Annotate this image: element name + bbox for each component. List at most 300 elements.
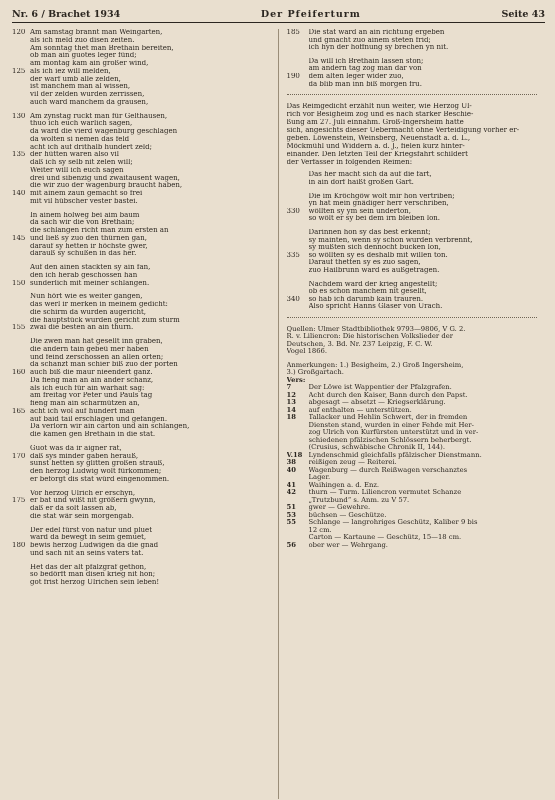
line-number [12,60,30,68]
page-number: Seite 43 [501,9,545,20]
verse-line [12,309,272,317]
note-verse-number [287,534,309,542]
verse-line [12,445,272,453]
verse-text: daß er da solt lassen ab, [30,505,117,512]
verse-text: ist manchem man al wissen, [30,83,131,91]
left-column [12,29,279,799]
line-number [12,564,30,572]
line-number [12,83,30,91]
verse-text: sy mußten sich dennocht bucken lon, [308,244,441,252]
notes-list [287,377,546,550]
verse-line [12,408,272,416]
prose-line: der Verfasser in folgenden Reimen: [286,158,413,166]
verse-line [12,190,272,198]
note-text: auf enthalten — unterstützen. [308,406,412,414]
verse-text: Am zynstag ruckt man für Gelthausen, [30,112,168,120]
issue-label: Nr. 6 / Brachet 1934 [12,9,121,20]
note-text: Schlange — langrohriges Geschütz, Kaliber 9 bis [308,519,478,527]
prose-line: Möckmühl und Widdern a. d. J., fielen kurz hinter- [286,142,465,150]
verse-line [287,303,546,311]
line-number [12,227,30,235]
note-line [287,437,546,445]
line-number [287,281,309,289]
line-number [287,229,309,237]
verse-line [287,288,546,296]
line-number: 155 [12,324,26,332]
line-number: 145 [12,234,26,242]
line-number [12,272,30,280]
note-verse-number: Vers: [286,376,306,384]
note-line [287,474,546,482]
verse-text: acht ich wol auf hundert man [30,407,135,415]
section-divider [287,317,538,318]
verse-text: da ward die vierd wagenburg geschlagen [30,128,178,135]
note-intro-line: Anmerkungen: 1.) Besigheim, 2.) Groß Ingersheim, [286,361,464,369]
line-number [12,527,30,535]
verse-text: Die stat ward an ain richtung ergeben [308,29,445,36]
verse-line [287,259,546,267]
verse-line [12,293,272,301]
verse-line [12,385,272,393]
verse-line [12,144,272,152]
verse-line [12,392,272,400]
line-number [12,136,30,144]
verse-text: das werl ir merken in meinem gedicht: [30,301,168,308]
verse-line [12,113,272,121]
verse-text: zuo Hailbrunn ward es außgetragen. [308,266,440,274]
note-verse-number: 14 [286,406,296,414]
note-text: Acht durch den Kaiser, Bann durch den Papst. [308,391,468,399]
verse-line [12,52,272,60]
note-text: 12 cm. [308,526,332,534]
line-number [12,243,30,251]
verse-text: die hauptstück wurden gericht zum sturm [30,316,180,324]
source-line: R. v. Liliencron: Die historischen Volkslieder der [286,333,453,341]
verse-text: als ich euch für ain warhait sag: [30,384,145,392]
verse-line [12,579,272,587]
line-number [287,37,309,45]
verse-line [12,68,272,76]
line-number [12,76,30,84]
line-number [12,175,30,183]
verse-line [12,235,272,243]
line-number [12,212,30,220]
sources-block [287,326,546,356]
line-number [12,45,30,53]
line-number: 180 [12,542,26,549]
verse-text: thuo ich euch warlich sagen, [30,120,133,128]
prose-paragraph [287,103,546,166]
verse-text: daß sys minder gaben herauß, [30,452,139,460]
line-number [12,37,30,45]
note-line [287,489,546,497]
note-text: büchsen — Geschütze. [308,511,387,519]
note-text: „Trutzbund“ s. Anm. zu V 57. [308,496,410,504]
note-verse-number [287,437,309,445]
note-text: schiedenen pfälzischen Schlössern beherbergt. [308,436,472,444]
note-verse-number: 38 [286,459,296,467]
note-line [287,444,546,452]
verse-line [12,324,272,332]
line-number [12,385,30,393]
note-line [287,429,546,437]
verse-line [12,513,272,521]
verse-line [287,58,546,66]
verse-text: so bedörft man disen krieg nit hon; [30,571,156,579]
verse-text: Vor herzog Ulrich er erschyn, [30,489,136,497]
verse-text: wöllten sy ym sein underton, [308,207,411,215]
verse-text: so wölt er sy bei dem irn bleiben lon. [308,215,441,223]
verse-text: und feind zerschossen an allen orten; [30,353,164,361]
line-number [12,400,30,408]
verse-line [12,159,272,167]
note-text: Lager. [308,474,331,482]
line-number [12,513,30,521]
verse-text: die andern tain gebeü mer haben [30,345,149,353]
verse-line [287,200,546,208]
line-number [12,490,30,498]
note-verse-number [287,474,309,482]
verse-text: vil der zelden wurden zerrissen, [30,91,145,98]
verse-line [12,198,272,206]
verse-line [287,296,546,304]
note-verse-number [287,497,309,505]
note-verse-number [287,527,309,535]
note-line [287,534,546,542]
line-number [12,361,30,369]
verse-text: er bat und wißt nit größern gwynn, [30,497,156,505]
verse-line [12,497,272,505]
note-line [287,482,546,490]
line-number [12,346,30,354]
line-number [287,179,309,187]
verse-line [287,215,546,223]
verse-text: auch biß die maur nieendert ganz. [30,369,153,376]
verse-text: sunst hetten sy glitten großen strauß, [30,460,165,468]
verse-line [12,534,272,542]
note-text: Diensten stand, wurden in einer Fehde mit Her- [308,421,474,429]
verse-line [12,400,272,408]
verse-line [12,527,272,535]
line-number [12,505,30,513]
verse-line [12,416,272,424]
line-number: 160 [12,369,26,376]
line-number [12,377,30,385]
verse-line [12,468,272,476]
verse-line [12,460,272,468]
verse-line [12,423,272,431]
verse-text: daß ich sy selb nit zelen will; [30,159,133,166]
line-number [12,534,30,542]
line-number: 165 [12,407,26,415]
verse-text: die schirm da wurden augericht, [30,308,146,316]
line-number [12,250,30,258]
verse-line [12,338,272,346]
line-number [12,392,30,400]
verse-line [12,167,272,175]
verse-text: Guot was da ir aigner rat, [30,444,122,452]
note-verse-number: 56 [286,541,296,549]
line-number [287,65,309,73]
note-text [309,377,546,385]
line-number [12,128,30,136]
verse-line [12,243,272,251]
verse-text: Da will ich Brethain lassen ston; [308,57,424,65]
verse-text: Darauf thetten sy es zuo sagen, [308,259,421,267]
line-number [12,301,30,309]
section-divider [287,94,538,95]
verse-text: als ich iez will melden, [30,67,111,75]
verse-line [12,272,272,280]
verse-text: mit vil hübscher vester bastei. [30,197,138,205]
line-number [287,44,309,52]
verse-line [287,193,546,201]
note-line [287,452,546,460]
line-number [287,193,309,201]
line-number: 190 [286,72,300,80]
line-number [12,167,30,175]
notes-intro [287,362,546,377]
verse-line [12,29,272,37]
verse-line [12,227,272,235]
prose-line: Das Reimgedicht erzählt nun weiter, wie Herzog Ul- [286,103,472,111]
verse-text: Die im Kröchgöw wolt mir hon vertriben; [308,192,455,200]
verse-text: Da fieng man an ain ander schanz, [30,376,154,384]
line-number: 120 [12,29,26,36]
line-number [12,416,30,424]
note-line [287,422,546,430]
note-line [287,512,546,520]
verse-line [12,361,272,369]
line-number: 170 [12,452,26,460]
verse-text: Auf den ainen stackten sy ain fan, [30,264,151,271]
verse-text: In ainem holweg bei aim baum [30,211,140,219]
verse-text: den herzog Ludwig wolt fürkommen; [30,468,162,475]
note-verse-number: 12 [286,391,296,399]
verse-line [12,136,272,144]
verse-line [12,377,272,385]
note-text: ober wer — Wehrgang. [308,541,388,549]
note-line [287,542,546,550]
line-number [12,264,30,272]
line-number [287,303,309,311]
verse-line [12,60,272,68]
line-number: 340 [286,295,300,303]
note-verse-number [287,429,309,437]
note-line [287,407,546,415]
verse-line [12,453,272,461]
line-number [12,445,30,453]
verse-text: Nun hört wie es weiter gangen, [30,293,143,301]
verse-text: und sach nit an seins vaters tat. [30,549,144,557]
note-verse-number [287,422,309,430]
verse-text: da sach wir die von Brethain; [30,219,135,227]
verse-line [287,281,546,289]
line-number [12,91,30,99]
note-verse-number: 53 [286,511,296,519]
line-number [12,571,30,579]
verse-text: Am samstag brannt man Weingarten, [30,29,163,36]
prose-line: sich, angesichts dieser Uebermacht ohne Verteidigung vorher er- [286,126,520,134]
verse-line [287,37,546,45]
line-number [12,144,30,152]
verse-text: die stat wär sein morgengab. [30,512,134,520]
note-verse-number: 51 [286,504,296,512]
note-line [287,527,546,535]
line-number [12,550,30,558]
verse-text: so hab ich darumb kain trauren. [308,295,424,303]
verse-line [12,369,272,377]
line-number [287,171,309,179]
note-verse-number [287,444,309,452]
line-number: 125 [12,67,26,75]
line-number [12,423,30,431]
note-verse-number: 18 [286,414,296,422]
line-number [12,317,30,325]
source-line: Vogel 1866. [286,348,328,356]
verse-line [12,346,272,354]
note-text: Tallacker und Hehlin Schwert, der in fremden [308,414,468,422]
line-number [287,259,309,267]
verse-line [287,81,546,89]
line-number [287,288,309,296]
verse-line [12,219,272,227]
verse-text: so wöllten sy es deshalb mit willen ton. [308,251,448,259]
verse-line [12,301,272,309]
verse-line [12,91,272,99]
verse-line [12,317,272,325]
verse-line [12,476,272,484]
verse-text: und ließ sy zuo den thürnen gan, [30,234,147,242]
verse-line [12,542,272,550]
note-line [287,504,546,512]
verse-text: yn hat mein gnädiger herr verschriben, [308,200,449,208]
line-number [12,293,30,301]
line-number [12,476,30,484]
verse-line [12,45,272,53]
line-number [287,237,309,245]
note-line [287,399,546,407]
note-verse-number: V.18 [286,451,303,459]
verse-text: am andern tag zog man dar von [308,65,422,73]
line-number [287,244,309,252]
verse-text: am freitag vor Peter und Pauls tag [30,392,153,400]
note-text: abgesagt — absetzt — Kriegserklärung. [308,399,446,407]
verse-line [12,151,272,159]
verse-text: acht ich auf drithalb hundert zeld; [30,143,152,151]
note-text: zog Ulrich von Kurfürsten unterstützt und in ver- [308,429,479,437]
source-line: Deutschen, 3. Bd. Nr. 237 Leipzig, F. C. W. [286,340,433,348]
note-text: gwer — Gewehre. [308,504,371,512]
verse-text: er beforgt dis stat würd eingenommen. [30,475,170,483]
verse-text: mit ainem zaun gemacht so frei [30,190,143,197]
verse-text: ward da bewegt in seim gemuet, [30,534,147,542]
verse-text: darauß sy schußen in das her. [30,250,137,258]
verse-text: Da verlorn wir ain carton und ain schlangen, [30,423,190,431]
verse-line [12,37,272,45]
line-number [12,198,30,206]
line-number [12,120,30,128]
note-text: Der Löwe ist Wappentier der Pfalzgrafen. [308,384,452,392]
note-line [287,467,546,475]
line-number [12,99,30,107]
note-text: (Crusius, schwäbische Chronik II, 144). [308,444,445,452]
line-number [12,182,30,190]
verse-text: Weiter will ich euch sagen [30,166,124,174]
verse-line [12,280,272,288]
verse-text: da schanzt man schier biß zuo der porten [30,361,178,369]
verse-text: und gmacht zuo ainem steten frid; [308,36,431,44]
prose-line: ßung am 27. Juli einnahm. Groß-Ingersheim hatte [286,118,464,126]
source-line: Quellen: Ulmer Stadtbibliothek 9793—9806, V G. 2. [286,325,466,333]
line-number [12,431,30,439]
note-line [287,497,546,505]
verse-text: fieng man ain scharmützen an, [30,400,140,407]
verse-line [12,120,272,128]
verse-text: bewis herzog Ludwigen da die gnad [30,542,159,549]
verse-line [12,83,272,91]
verse-line [12,128,272,136]
prose-line: einander. Den letzten Teil der Kriegsfahrt schildert [286,150,468,158]
note-verse-number: 55 [286,519,296,527]
verse-text: darauf sy hetten ir höchste gwer, [30,242,148,250]
verse-line [287,252,546,260]
verse-text: die kamen gen Brethain in die stat. [30,431,156,438]
verse-line [12,354,272,362]
verse-line [12,175,272,183]
note-line [287,459,546,467]
line-number [287,215,309,223]
line-number: 135 [12,151,26,159]
verse-text: ob man ain guotes leger fünd; [30,52,137,60]
line-number [12,159,30,167]
line-number [12,460,30,468]
note-line [287,392,546,400]
verse-text: zwai die besten an ain thurn. [30,324,134,332]
note-text: Carton — Kartaune — Geschütz, 15—18 cm. [308,534,462,542]
verse-line [287,44,546,52]
verse-line [12,250,272,258]
verse-line [287,29,546,37]
verse-line [12,550,272,558]
line-number: 150 [12,279,26,287]
line-number [287,200,309,208]
verse-text: Nachdem ward der krieg angestellt; [308,280,438,288]
verse-line [287,171,546,179]
note-line [287,519,546,527]
verse-text: dem alten leger wider zuo, [308,72,404,80]
verse-line [287,73,546,81]
verse-line [287,208,546,216]
verse-text: da wolten si nemen das feld [30,135,130,143]
line-number [12,354,30,362]
verse-line [12,505,272,513]
note-verse-number: 7 [286,384,292,392]
verse-text: got frist herzog Ulrichen sein leben! [30,579,160,586]
line-number [12,338,30,346]
verse-text: drei und sibenzig und zwaitausent wagen, [30,174,180,182]
verse-text: auch ward manchem da grausen, [30,98,149,106]
prose-line: geben. Löwenstein, Weinsberg, Neuenstadt a. d. L., [286,134,471,142]
publication-title: Der Pfeiferturm [260,9,361,20]
line-number [287,58,309,66]
verse-line [287,237,546,245]
verse-text: Die zwen man hat gesellt inn graben, [30,338,163,345]
verse-text: sy mainten, wenn sy schon wurden verbrennt, [308,236,473,244]
note-intro-line: 3.) Großgartach. [286,369,344,377]
verse-line [12,99,272,107]
line-number: 130 [12,112,26,120]
